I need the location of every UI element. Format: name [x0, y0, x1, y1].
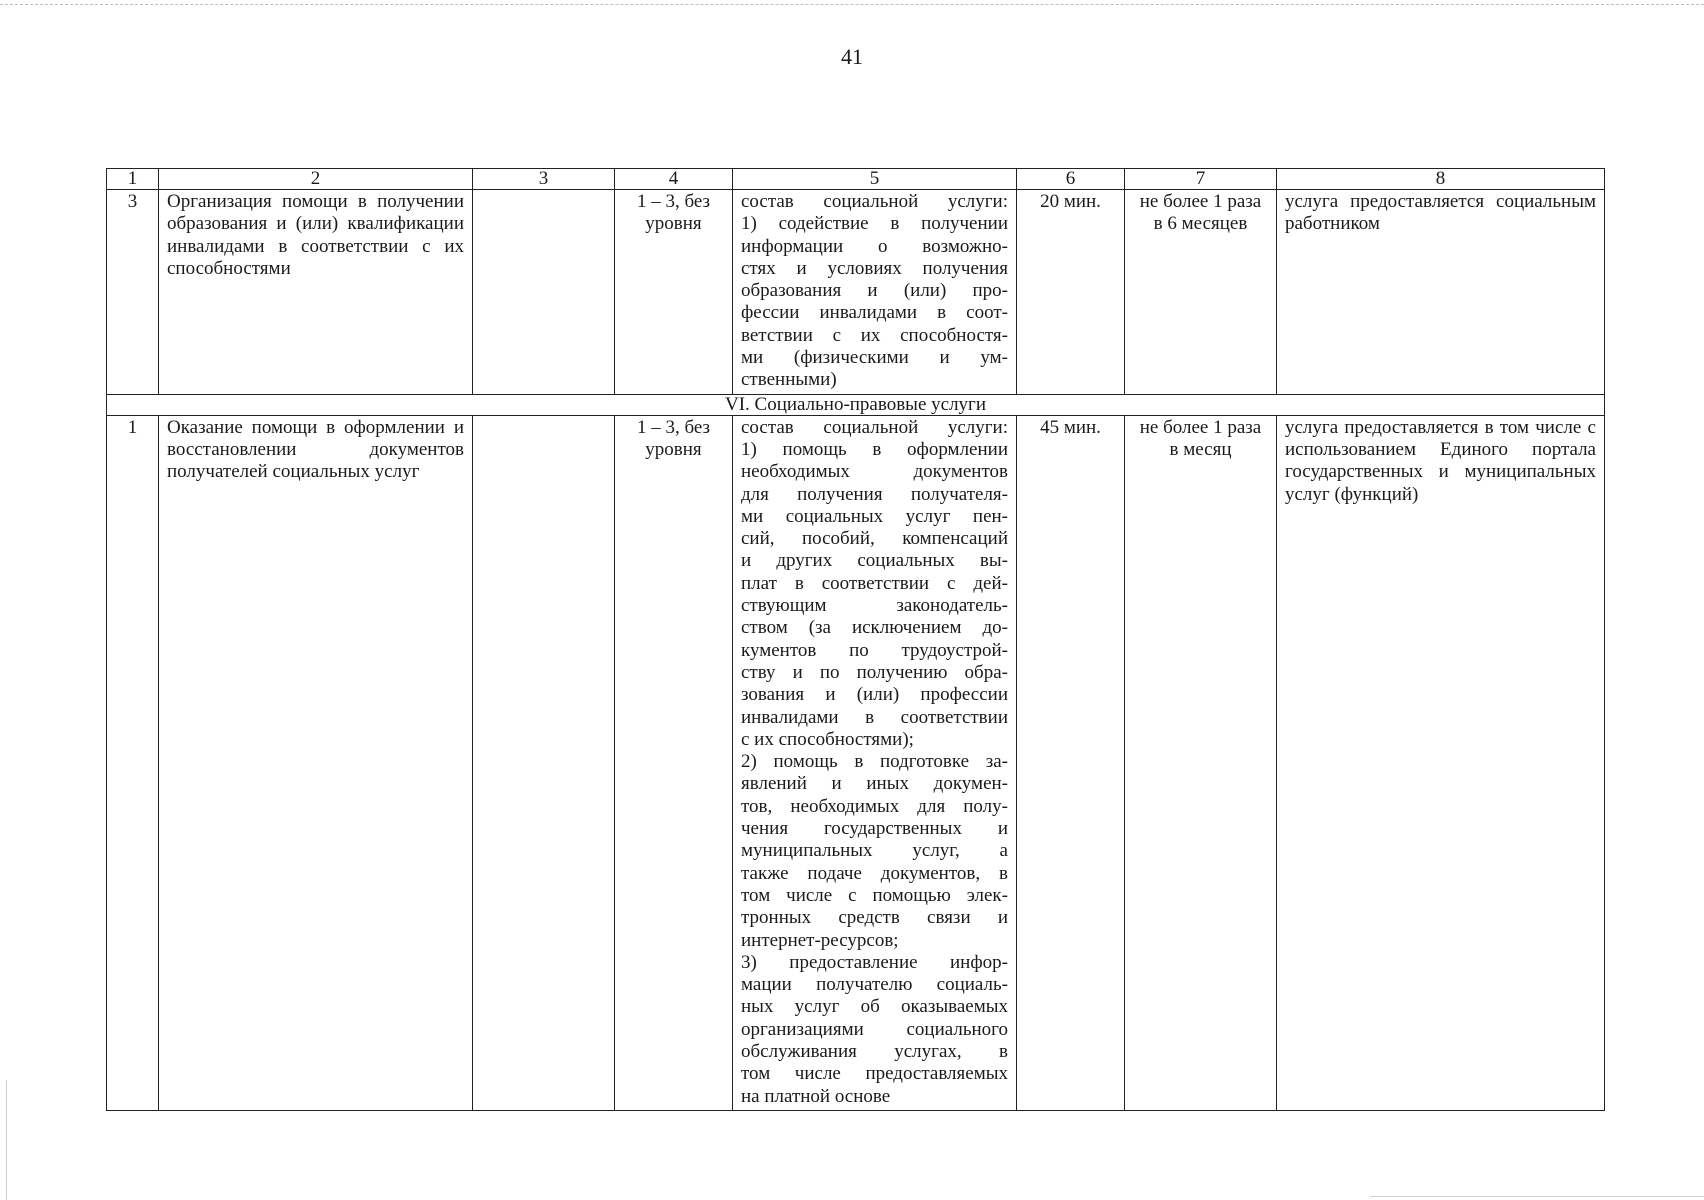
table-row — [107, 415, 1605, 1110]
section-title: VI. Социально-правовые услуги — [107, 394, 1605, 415]
section-row — [107, 394, 1605, 415]
content-line: ствующим законодатель- — [741, 595, 1008, 617]
header-cell: 8 — [1277, 169, 1605, 190]
service-name: Организация помощи в получении образования и (или) квалификации инвалидами в соответствии с их способностями — [159, 190, 473, 395]
content-line: ми (физическими и ум- — [741, 347, 1008, 369]
services-table — [106, 168, 1605, 1111]
service-content — [733, 190, 1017, 395]
empty-cell — [473, 190, 615, 395]
content-line: зования и (или) профессии — [741, 684, 1008, 706]
content-line: состав социальной услуги: — [741, 416, 1008, 438]
content-line: 2) помощь в подготовке за- — [741, 751, 1008, 773]
header-cell: 7 — [1125, 169, 1277, 190]
service-level: 1 – 3, без уровня — [615, 415, 733, 1110]
content-line: ных услуг об оказываемых — [741, 996, 1008, 1018]
service-content — [733, 415, 1017, 1110]
content-line: 1) помощь в оформлении — [741, 438, 1008, 460]
content-line: явлений и иных докумен- — [741, 773, 1008, 795]
content-line: чения государственных и — [741, 818, 1008, 840]
service-level: 1 – 3, без уровня — [615, 190, 733, 395]
row-number: 1 — [107, 415, 159, 1110]
header-cell: 1 — [107, 169, 159, 190]
content-line: информации о возможно- — [741, 235, 1008, 257]
content-line: обслуживания услугах, в — [741, 1040, 1008, 1062]
content-line: ством (за исключением до- — [741, 617, 1008, 639]
service-name: Оказание помощи в оформлении и восстановлении документов получателей социальных услуг — [159, 415, 473, 1110]
content-line: кументов по трудоустрой- — [741, 639, 1008, 661]
content-line: ми социальных услуг пен- — [741, 505, 1008, 527]
content-line: с их способностями); — [741, 728, 914, 750]
content-line: интернет-ресурсов; — [741, 929, 899, 951]
content-line: необходимых документов — [741, 461, 1008, 483]
service-time: 20 мин. — [1017, 190, 1125, 395]
content-line: ству и по получению обра- — [741, 661, 1008, 683]
content-line: образования и (или) про- — [741, 280, 1008, 302]
content-line: стях и условиях получения — [741, 257, 1008, 279]
content-line: 1) содействие в получении — [741, 213, 1008, 235]
content-line: муниципальных услуг, а — [741, 840, 1008, 862]
service-frequency: не более 1 раза в месяц — [1125, 415, 1277, 1110]
content-line: сий, пособий, компенсаций — [741, 528, 1008, 550]
content-line: плат в соответствии с дей- — [741, 572, 1008, 594]
empty-cell — [473, 415, 615, 1110]
content-line: тронных средств связи и — [741, 907, 1008, 929]
content-line: ственными) — [741, 369, 837, 391]
service-note: услуга предоставляется в том числе с использованием Единого портала государственных и муниципальных услуг (функций) — [1277, 415, 1605, 1110]
table-header-row — [107, 169, 1605, 190]
header-cell: 6 — [1017, 169, 1125, 190]
service-frequency: не более 1 раза в 6 месяцев — [1125, 190, 1277, 395]
content-line: том числе предоставляемых — [741, 1063, 1008, 1085]
content-line: ветствии с их способностя- — [741, 324, 1008, 346]
content-line: том числе с помощью элек- — [741, 884, 1008, 906]
header-cell: 2 — [159, 169, 473, 190]
content-line: организациями социального — [741, 1018, 1008, 1040]
scan-edge-left — [6, 1080, 7, 1200]
header-cell: 3 — [473, 169, 615, 190]
content-line: фессии инвалидами в соот- — [741, 302, 1008, 324]
content-line: и других социальных вы- — [741, 550, 1008, 572]
header-cell: 4 — [615, 169, 733, 190]
content-line: состав социальной услуги: — [741, 191, 1008, 212]
service-time: 45 мин. — [1017, 415, 1125, 1110]
content-line: на платной основе — [741, 1085, 891, 1107]
scan-edge-bottom — [1370, 1196, 1704, 1197]
content-line: 3) предоставление инфор- — [741, 951, 1008, 973]
page-number: 41 — [841, 44, 863, 69]
scan-edge-top — [0, 4, 1704, 5]
table-row — [107, 190, 1605, 395]
service-note: услуга предоставляется социальным работником — [1277, 190, 1605, 395]
content-line: также подаче документов, в — [741, 862, 1008, 884]
content-line: для получения получателя- — [741, 483, 1008, 505]
content-line: инвалидами в соответствии — [741, 706, 1008, 728]
content-line: тов, необходимых для полу- — [741, 795, 1008, 817]
row-number: 3 — [107, 190, 159, 395]
content-line: мации получателю социаль- — [741, 974, 1008, 996]
header-cell: 5 — [733, 169, 1017, 190]
